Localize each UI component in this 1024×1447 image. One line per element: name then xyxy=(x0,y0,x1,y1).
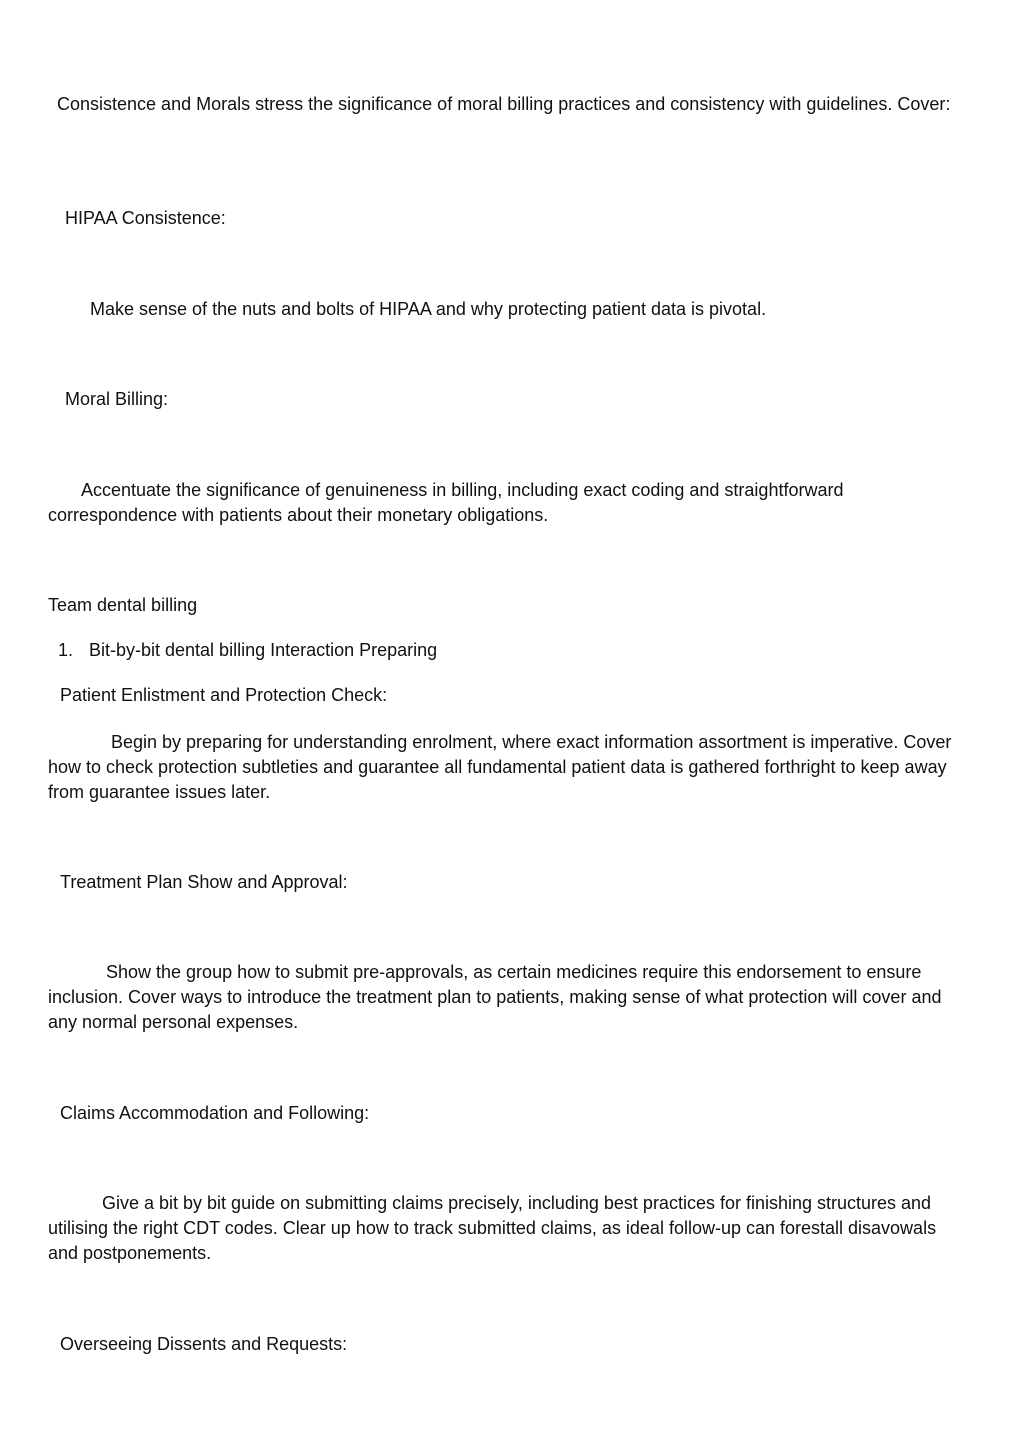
numbered-list-item xyxy=(58,638,958,663)
moral-billing-paragraph: Accentuate the significance of genuineness in billing, including exact coding and straightforward correspondence with patients about their monetary obligations. xyxy=(48,480,844,525)
dissents-heading: Overseeing Dissents and Requests: xyxy=(60,1334,348,1354)
claims-paragraph: Give a bit by bit guide on submitting claims precisely, including best practices for finishing structures and utilising the right CDT codes. Clear up how to track submitted claims, as ideal follow-up can forestall disavowals and postponements. xyxy=(48,1193,937,1263)
list-item-text: Bit-by-bit dental billing Interaction Preparing xyxy=(89,640,438,660)
list-number: 1. xyxy=(58,640,74,660)
intro-paragraph: Consistence and Morals stress the significance of moral billing practices and consistency with guidelines. Cover: xyxy=(57,94,951,114)
treatment-plan-paragraph: Show the group how to submit pre-approvals, as certain medicines require this endorsement to ensure inclusion. Cover ways to introduce the treatment plan to patients, making sense of what protection will cover and any normal personal expenses. xyxy=(48,962,942,1032)
hipaa-paragraph: Make sense of the nuts and bolts of HIPAA and why protecting patient data is pivotal. xyxy=(90,299,767,319)
moral-billing-heading: Moral Billing: xyxy=(65,389,169,409)
claims-heading: Claims Accommodation and Following: xyxy=(60,1103,370,1123)
patient-enlistment-heading: Patient Enlistment and Protection Check: xyxy=(60,685,388,705)
team-dental-billing-heading: Team dental billing xyxy=(48,595,198,615)
hipaa-heading: HIPAA Consistence: xyxy=(65,208,226,228)
patient-enlistment-paragraph: Begin by preparing for understanding enrolment, where exact information assortment is imperative. Cover how to check protection subtleties and guarantee all fundamental patient data is gathered forthright to keep away from guarantee issues later. xyxy=(48,732,952,802)
treatment-plan-heading: Treatment Plan Show and Approval: xyxy=(60,872,348,892)
